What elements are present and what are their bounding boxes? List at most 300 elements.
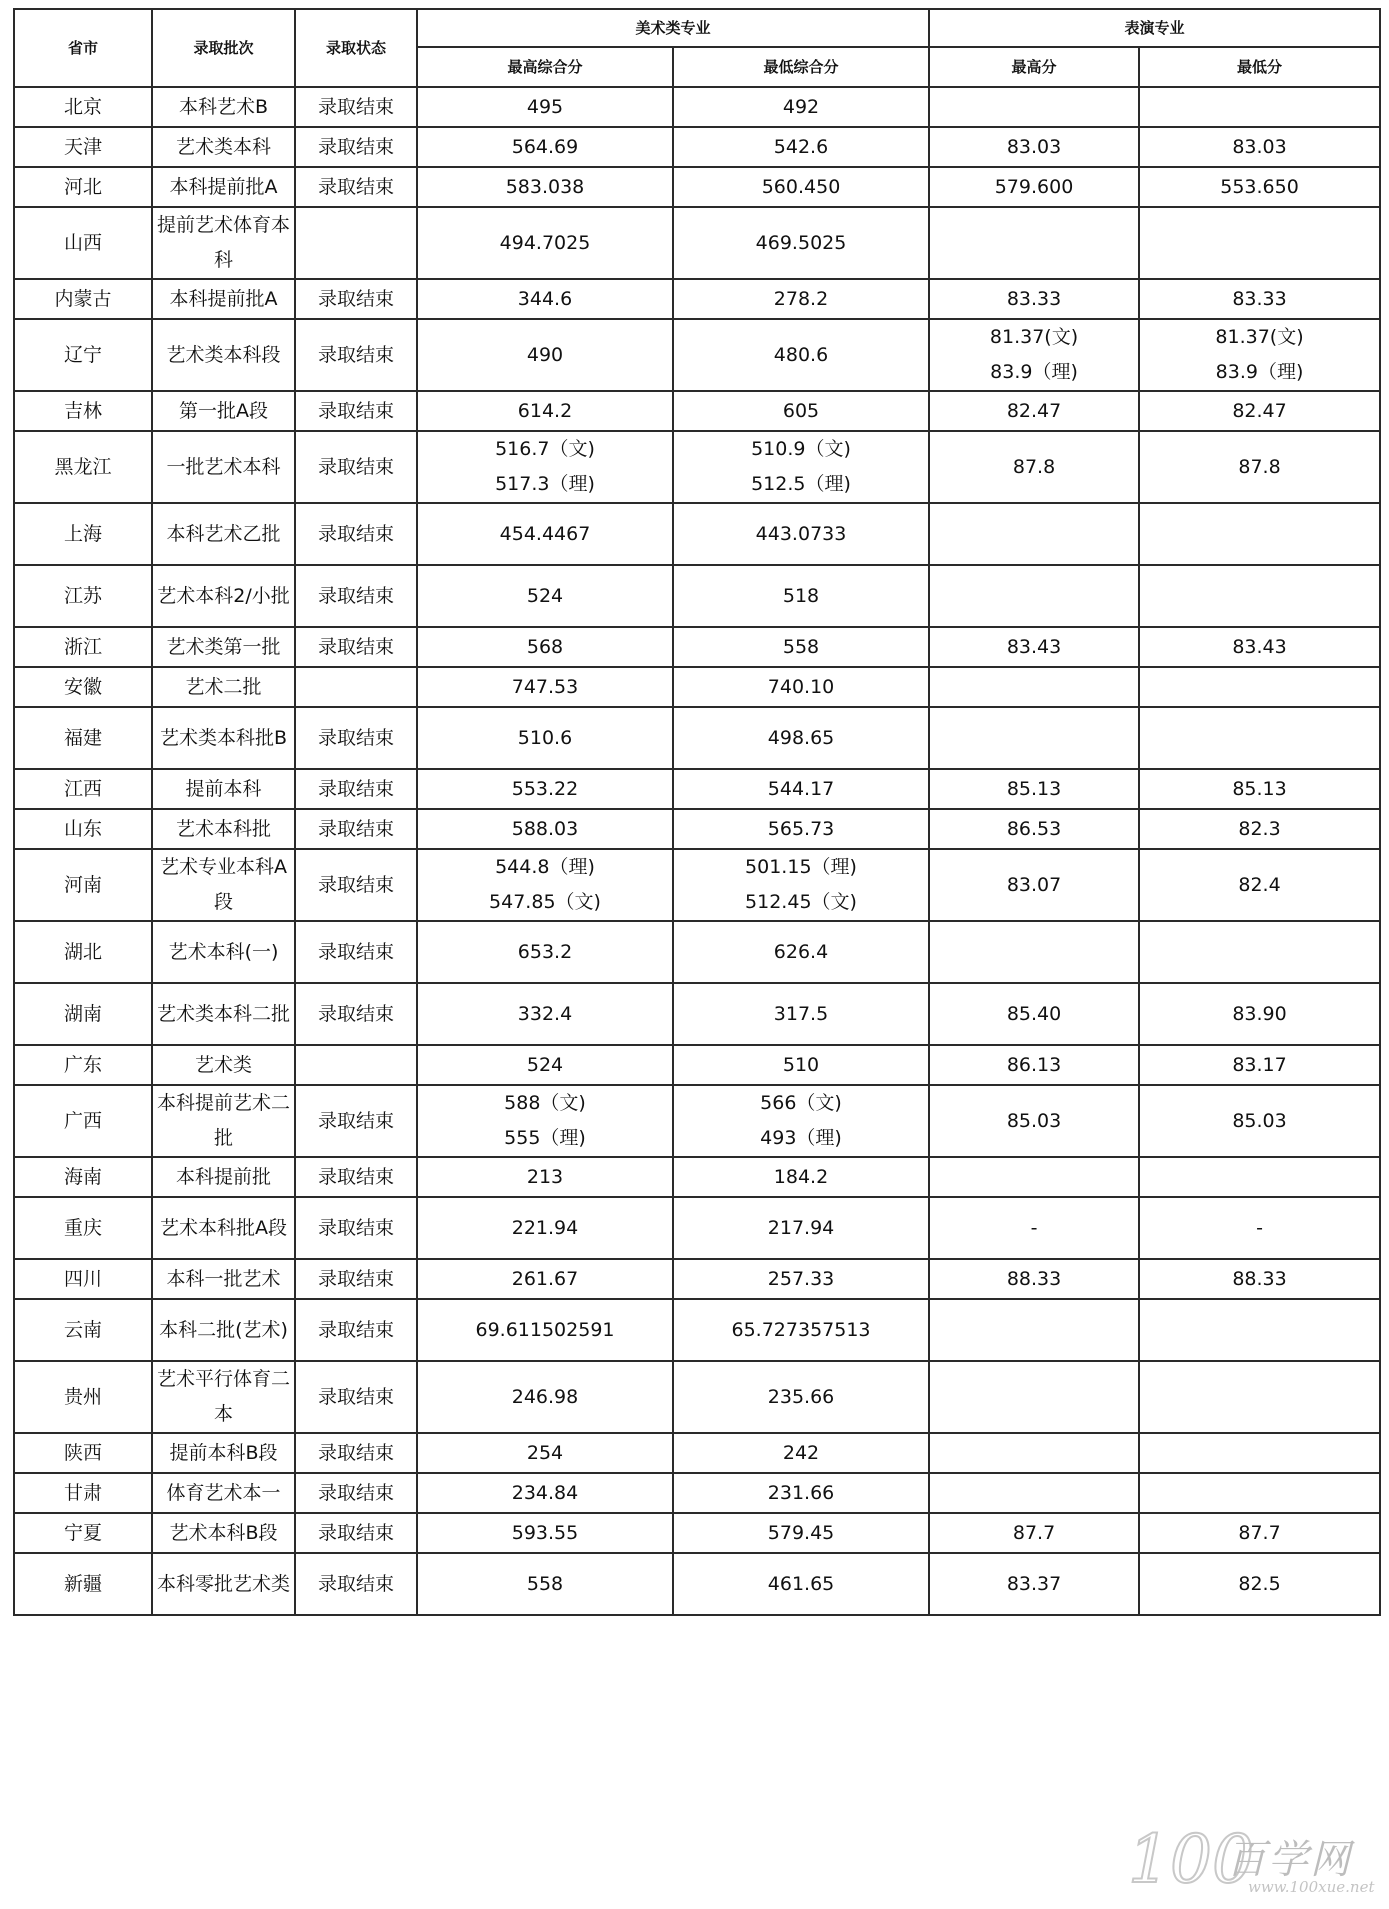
cell-performance-max-value: 83.07 <box>1006 873 1062 896</box>
cell-performance-min <box>1139 1299 1380 1361</box>
cell-batch <box>152 1045 295 1085</box>
cell-status <box>295 1513 417 1553</box>
cell-performance-min <box>1139 849 1380 921</box>
cell-performance-min <box>1139 167 1380 207</box>
cell-art-max-value: 553.22 <box>511 777 579 800</box>
cell-status <box>295 1433 417 1473</box>
header-art-min: 最低综合分 <box>673 47 929 87</box>
header-art-max: 最高综合分 <box>417 47 673 87</box>
cell-performance-min <box>1139 391 1380 431</box>
cell-province-text: 江西 <box>63 777 102 800</box>
cell-status <box>295 983 417 1045</box>
cell-performance-min <box>1139 769 1380 809</box>
cell-province <box>14 1197 152 1259</box>
cell-performance-max <box>929 319 1139 391</box>
watermark-url: www.100xue.net <box>1248 1878 1375 1896</box>
cell-province <box>14 769 152 809</box>
cell-status-text: 录取结束 <box>317 584 394 607</box>
cell-art-min-value: 626.4 <box>773 940 829 963</box>
cell-art-max <box>417 627 673 667</box>
cell-status-text: 录取结束 <box>317 1481 394 1504</box>
cell-province-text: 河北 <box>63 175 102 198</box>
cell-performance-min <box>1139 1085 1380 1157</box>
cell-batch <box>152 921 295 983</box>
cell-performance-min <box>1139 1473 1380 1513</box>
cell-province-text: 四川 <box>63 1267 102 1290</box>
table-body <box>14 87 1380 1615</box>
cell-art-min-value: 558 <box>782 635 820 658</box>
cell-province-text: 甘肃 <box>63 1481 102 1504</box>
cell-status-text: 录取结束 <box>317 940 394 963</box>
cell-performance-max-value: 579.600 <box>994 175 1074 198</box>
cell-province <box>14 279 152 319</box>
cell-province <box>14 1045 152 1085</box>
table-row <box>14 849 1380 921</box>
cell-performance-min <box>1139 1361 1380 1433</box>
cell-art-max <box>417 1085 673 1157</box>
cell-performance-max-value: 83.9（理) <box>990 361 1078 383</box>
table-row <box>14 1299 1380 1361</box>
cell-province <box>14 667 152 707</box>
cell-art-max-value: 213 <box>526 1165 564 1188</box>
cell-art-min <box>673 431 929 503</box>
cell-art-max <box>417 1433 673 1473</box>
cell-status-text: 录取结束 <box>317 873 394 896</box>
table-row <box>14 667 1380 707</box>
cell-status <box>295 849 417 921</box>
cell-province <box>14 921 152 983</box>
cell-art-max-value: 593.55 <box>511 1521 579 1544</box>
cell-art-max <box>417 167 673 207</box>
cell-province-text: 山东 <box>63 817 102 840</box>
cell-province <box>14 1259 152 1299</box>
cell-art-max <box>417 667 673 707</box>
cell-art-min <box>673 1197 929 1259</box>
cell-province <box>14 1433 152 1473</box>
cell-batch <box>152 319 295 391</box>
cell-performance-max-value: 87.7 <box>1012 1521 1056 1544</box>
cell-art-min <box>673 983 929 1045</box>
cell-art-max <box>417 809 673 849</box>
cell-art-min-value: 512.45（文) <box>745 891 857 913</box>
cell-status-text: 录取结束 <box>317 399 394 422</box>
cell-province <box>14 391 152 431</box>
cell-batch <box>152 1553 295 1615</box>
header-status: 录取状态 <box>295 9 417 87</box>
cell-batch <box>152 1157 295 1197</box>
cell-art-min-value: 518 <box>782 584 820 607</box>
table-row <box>14 809 1380 849</box>
header-province: 省市 <box>14 9 152 87</box>
cell-art-min-value: 443.0733 <box>755 522 847 545</box>
table-row <box>14 1259 1380 1299</box>
cell-performance-max <box>929 1433 1139 1473</box>
cell-art-min-value: 544.17 <box>767 777 835 800</box>
table-row <box>14 1553 1380 1615</box>
cell-performance-max-value: 82.47 <box>1006 399 1062 422</box>
cell-province <box>14 319 152 391</box>
cell-art-max-value: 558 <box>526 1572 564 1595</box>
cell-art-min <box>673 1157 929 1197</box>
cell-province <box>14 849 152 921</box>
cell-art-max-value: 614.2 <box>517 399 573 422</box>
table-row <box>14 319 1380 391</box>
cell-status-text: 录取结束 <box>317 1385 394 1408</box>
cell-art-min <box>673 809 929 849</box>
header-performance-max: 最高分 <box>929 47 1139 87</box>
cell-province <box>14 1513 152 1553</box>
cell-status-text: 录取结束 <box>317 635 394 658</box>
cell-province <box>14 207 152 279</box>
cell-province <box>14 1299 152 1361</box>
header-art-group: 美术类专业 <box>417 9 929 47</box>
cell-status-text: 录取结束 <box>317 287 394 310</box>
cell-performance-max <box>929 1473 1139 1513</box>
table-row <box>14 1361 1380 1433</box>
cell-art-min-value: 542.6 <box>773 135 829 158</box>
cell-province-text: 广西 <box>63 1109 102 1132</box>
cell-art-min-value: 242 <box>782 1441 820 1464</box>
cell-status-text: 录取结束 <box>317 455 394 478</box>
cell-performance-min <box>1139 707 1380 769</box>
cell-province <box>14 627 152 667</box>
cell-province <box>14 809 152 849</box>
cell-art-max-value: 555（理) <box>504 1127 586 1149</box>
cell-art-min <box>673 167 929 207</box>
cell-art-max <box>417 279 673 319</box>
cell-art-max-value: 564.69 <box>511 135 579 158</box>
cell-art-min <box>673 1553 929 1615</box>
cell-batch <box>152 769 295 809</box>
watermark-logo <box>1128 1820 1388 1900</box>
cell-province-text: 北京 <box>63 95 102 118</box>
cell-batch <box>152 391 295 431</box>
cell-art-min-value: 217.94 <box>767 1216 835 1239</box>
cell-art-min <box>673 1045 929 1085</box>
cell-batch <box>152 707 295 769</box>
cell-art-max-value: 544.8（理) <box>495 856 595 878</box>
cell-performance-min <box>1139 1157 1380 1197</box>
cell-art-max-value: 494.7025 <box>499 231 591 254</box>
cell-art-min <box>673 1361 929 1433</box>
cell-status-text: 录取结束 <box>317 726 394 749</box>
cell-art-max-value: 332.4 <box>517 1002 573 1025</box>
cell-province <box>14 983 152 1045</box>
cell-art-min <box>673 627 929 667</box>
cell-performance-min <box>1139 565 1380 627</box>
cell-province-text: 山西 <box>63 231 102 254</box>
cell-province-text: 宁夏 <box>63 1521 102 1544</box>
cell-batch-text: 艺术二批 <box>185 675 262 698</box>
cell-batch <box>152 279 295 319</box>
cell-performance-min-value: 85.03 <box>1232 1109 1287 1132</box>
cell-province-text: 天津 <box>63 135 102 158</box>
cell-batch <box>152 503 295 565</box>
cell-batch-text: 本科零批艺术类 <box>157 1572 291 1595</box>
cell-performance-max <box>929 1553 1139 1615</box>
cell-province-text: 广东 <box>63 1053 102 1076</box>
cell-batch <box>152 849 295 921</box>
cell-art-max-value: 747.53 <box>511 675 579 698</box>
cell-art-max <box>417 707 673 769</box>
cell-performance-min <box>1139 1433 1380 1473</box>
cell-province-text: 贵州 <box>63 1385 102 1408</box>
cell-batch <box>152 809 295 849</box>
cell-performance-min-value: 82.47 <box>1232 399 1287 422</box>
cell-performance-max <box>929 849 1139 921</box>
cell-performance-max-value: 83.03 <box>1006 135 1062 158</box>
cell-performance-min-value: - <box>1256 1216 1263 1239</box>
cell-batch-text: 艺术本科(一) <box>168 940 279 963</box>
cell-batch-text: 艺术本科B段 <box>169 1521 278 1544</box>
cell-status <box>295 127 417 167</box>
cell-batch <box>152 207 295 279</box>
table-row <box>14 1045 1380 1085</box>
cell-province-text: 安徽 <box>63 675 102 698</box>
cell-art-min-value: 65.727357513 <box>731 1318 871 1341</box>
cell-province-text: 吉林 <box>63 399 102 422</box>
cell-performance-max-value: 86.13 <box>1006 1053 1062 1076</box>
cell-performance-min <box>1139 279 1380 319</box>
cell-batch-text: 一批艺术本科 <box>166 455 281 478</box>
cell-performance-min <box>1139 207 1380 279</box>
cell-status <box>295 1157 417 1197</box>
cell-status-text: 录取结束 <box>317 1318 394 1341</box>
cell-performance-max <box>929 503 1139 565</box>
cell-art-max-value: 344.6 <box>517 287 573 310</box>
cell-batch-text: 艺术类第一批 <box>166 635 281 658</box>
cell-art-min-value: 461.65 <box>767 1572 835 1595</box>
cell-performance-max-value: 85.40 <box>1006 1002 1062 1025</box>
table-row <box>14 87 1380 127</box>
cell-batch-text: 艺术类本科段 <box>166 343 281 366</box>
cell-performance-min-value: 83.17 <box>1232 1053 1287 1076</box>
cell-province-text: 黑龙江 <box>54 455 112 478</box>
cell-art-min <box>673 1259 929 1299</box>
cell-art-max <box>417 1259 673 1299</box>
header-batch: 录取批次 <box>152 9 295 87</box>
cell-art-max-value: 524 <box>526 1053 564 1076</box>
cell-performance-min-value: 83.43 <box>1232 635 1287 658</box>
cell-performance-min <box>1139 319 1380 391</box>
cell-art-max-value: 517.3（理) <box>495 473 595 495</box>
cell-performance-max <box>929 769 1139 809</box>
cell-batch <box>152 167 295 207</box>
admission-scores-sheet <box>13 8 1381 1616</box>
cell-batch-text: 本科一批艺术 <box>166 1267 281 1290</box>
cell-art-min <box>673 1085 929 1157</box>
cell-performance-min-value: 83.33 <box>1232 287 1287 310</box>
cell-batch-text: 艺术本科批 <box>175 817 271 840</box>
cell-art-max <box>417 1473 673 1513</box>
cell-status-text: 录取结束 <box>317 1165 394 1188</box>
cell-batch-text: 第一批A段 <box>179 399 268 422</box>
header-performance-group: 表演专业 <box>929 9 1380 47</box>
cell-art-max-value: 454.4467 <box>499 522 591 545</box>
cell-status <box>295 1197 417 1259</box>
table-row <box>14 707 1380 769</box>
cell-performance-max <box>929 207 1139 279</box>
cell-performance-max <box>929 1197 1139 1259</box>
cell-province-text: 江苏 <box>63 584 102 607</box>
cell-performance-max-value: 81.37(文) <box>989 326 1079 348</box>
cell-art-max-value: 246.98 <box>511 1385 579 1408</box>
cell-performance-min-value: 553.650 <box>1220 175 1299 198</box>
cell-performance-max <box>929 1085 1139 1157</box>
cell-batch-text: 艺术类 <box>194 1053 252 1076</box>
cell-performance-min <box>1139 503 1380 565</box>
cell-performance-min <box>1139 1259 1380 1299</box>
cell-status <box>295 207 417 279</box>
cell-batch <box>152 1259 295 1299</box>
cell-province-text: 海南 <box>63 1165 102 1188</box>
cell-art-max <box>417 391 673 431</box>
cell-performance-min-value: 81.37(文) <box>1215 326 1304 348</box>
cell-performance-min <box>1139 983 1380 1045</box>
cell-batch <box>152 667 295 707</box>
table-row <box>14 391 1380 431</box>
cell-status <box>295 87 417 127</box>
watermark-100-icon <box>1128 1820 1254 1900</box>
cell-art-max <box>417 127 673 167</box>
table-row <box>14 1157 1380 1197</box>
cell-status <box>295 667 417 707</box>
cell-batch-text: 本科艺术B <box>178 95 269 118</box>
cell-status-text: 录取结束 <box>317 175 394 198</box>
cell-batch <box>152 1513 295 1553</box>
cell-art-max <box>417 431 673 503</box>
cell-performance-max <box>929 921 1139 983</box>
cell-batch-text: 艺术类本科批B <box>159 726 288 749</box>
cell-art-min <box>673 667 929 707</box>
cell-performance-min <box>1139 127 1380 167</box>
cell-art-max <box>417 769 673 809</box>
cell-art-min-value: 605 <box>782 399 820 422</box>
cell-performance-max <box>929 87 1139 127</box>
cell-batch <box>152 1361 295 1433</box>
cell-performance-max <box>929 667 1139 707</box>
table-row <box>14 769 1380 809</box>
cell-art-max-value: 653.2 <box>517 940 573 963</box>
cell-province-text: 辽宁 <box>63 343 102 366</box>
cell-performance-min-value: 82.3 <box>1238 817 1281 840</box>
table-row <box>14 167 1380 207</box>
cell-art-max-value: 588.03 <box>511 817 579 840</box>
cell-art-min-value: 510.9（文) <box>751 438 851 460</box>
cell-performance-max-value: - <box>1030 1216 1038 1239</box>
cell-status <box>295 1259 417 1299</box>
cell-performance-min <box>1139 87 1380 127</box>
table-row <box>14 627 1380 667</box>
cell-art-min-value: 501.15（理) <box>745 856 857 878</box>
cell-art-min <box>673 207 929 279</box>
cell-performance-min-value: 85.13 <box>1232 777 1287 800</box>
cell-province-text: 重庆 <box>63 1216 102 1239</box>
cell-province-text: 河南 <box>63 873 102 896</box>
cell-status <box>295 769 417 809</box>
header-performance-min: 最低分 <box>1139 47 1380 87</box>
cell-province-text: 陕西 <box>63 1441 102 1464</box>
cell-art-min <box>673 279 929 319</box>
table-row <box>14 127 1380 167</box>
cell-art-max <box>417 1299 673 1361</box>
cell-art-max <box>417 1361 673 1433</box>
cell-status-text: 录取结束 <box>317 777 394 800</box>
cell-performance-max <box>929 279 1139 319</box>
cell-status-text: 录取结束 <box>317 343 394 366</box>
cell-performance-min <box>1139 809 1380 849</box>
cell-art-max-value: 510.6 <box>517 726 573 749</box>
cell-status <box>295 167 417 207</box>
cell-batch-text: 艺术类本科 <box>175 135 271 158</box>
cell-performance-max <box>929 565 1139 627</box>
cell-status <box>295 707 417 769</box>
cell-batch <box>152 87 295 127</box>
cell-art-min <box>673 503 929 565</box>
cell-art-max <box>417 565 673 627</box>
cell-province <box>14 1361 152 1433</box>
cell-performance-min <box>1139 667 1380 707</box>
cell-performance-min <box>1139 431 1380 503</box>
cell-status-text: 录取结束 <box>317 522 394 545</box>
cell-batch <box>152 1197 295 1259</box>
cell-performance-max-value: 88.33 <box>1006 1267 1062 1290</box>
cell-art-max <box>417 1513 673 1553</box>
cell-province-text: 浙江 <box>63 635 102 658</box>
cell-performance-min-value: 83.03 <box>1232 135 1287 158</box>
cell-status-text: 录取结束 <box>317 1267 394 1290</box>
cell-performance-max <box>929 1045 1139 1085</box>
cell-batch-text: 提前本科 <box>185 777 262 800</box>
cell-batch <box>152 431 295 503</box>
cell-art-min-value: 317.5 <box>773 1002 829 1025</box>
cell-art-max-value: 261.67 <box>511 1267 579 1290</box>
table-row <box>14 431 1380 503</box>
cell-status-text: 录取结束 <box>317 1002 394 1025</box>
cell-art-max <box>417 849 673 921</box>
cell-performance-max <box>929 627 1139 667</box>
table-row <box>14 565 1380 627</box>
table-row <box>14 207 1380 279</box>
cell-status <box>295 319 417 391</box>
cell-status <box>295 431 417 503</box>
cell-status-text: 录取结束 <box>317 817 394 840</box>
cell-performance-min-value: 82.4 <box>1238 873 1281 896</box>
cell-performance-max <box>929 167 1139 207</box>
cell-status-text: 录取结束 <box>317 135 394 158</box>
table-row <box>14 983 1380 1045</box>
cell-status <box>295 627 417 667</box>
cell-province <box>14 1473 152 1513</box>
cell-province <box>14 707 152 769</box>
cell-art-max-value: 490 <box>526 343 564 366</box>
cell-performance-min <box>1139 1197 1380 1259</box>
table-row <box>14 279 1380 319</box>
cell-performance-min-value: 87.8 <box>1238 455 1281 478</box>
cell-art-min-value: 492 <box>782 95 820 118</box>
table-row <box>14 503 1380 565</box>
cell-batch-text: 本科二批(艺术) <box>159 1318 288 1341</box>
table-row <box>14 1433 1380 1473</box>
cell-art-max <box>417 983 673 1045</box>
cell-status <box>295 1473 417 1513</box>
cell-batch-text: 提前艺术体育本科 <box>157 214 291 271</box>
cell-province <box>14 1085 152 1157</box>
cell-art-min-value: 278.2 <box>773 287 829 310</box>
cell-status-text: 录取结束 <box>317 1109 394 1132</box>
cell-art-min <box>673 391 929 431</box>
cell-province <box>14 167 152 207</box>
